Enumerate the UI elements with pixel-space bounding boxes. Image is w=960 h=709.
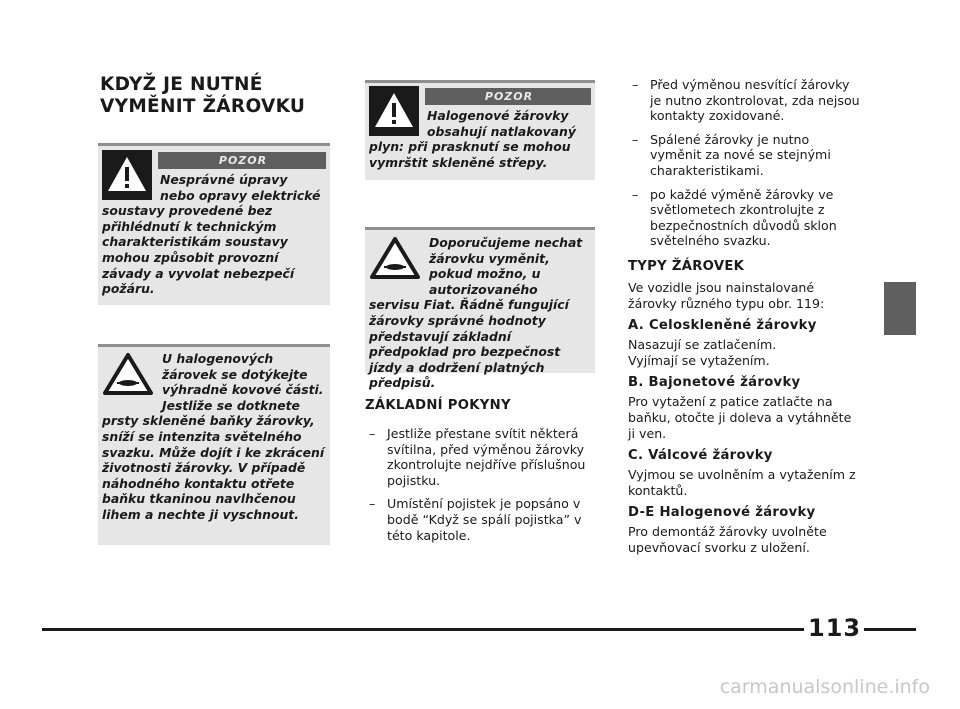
- watermark: carmanualsonline.info: [719, 676, 930, 698]
- warning-text: Halogenové žárovky obsahují natlakovaný plyn: při prasknutí se mohou vymrštit skleněné střepy.: [369, 108, 576, 170]
- page-title: KDYŽ JE NUTNÉ VYMĚNIT ŽÁROVKU: [100, 74, 306, 117]
- section-title: ZÁKLADNÍ POKYNY: [365, 398, 511, 413]
- section-title: TYPY ŽÁROVEK: [628, 258, 745, 274]
- lamp-triangle-icon: [369, 235, 421, 281]
- right-column: [628, 77, 860, 555]
- type-text: Pro vytažení z patice zatlačte na baňku, otočte ji doleva a vytáhněte ji ven.: [628, 394, 852, 441]
- warning-box-electrical: [98, 143, 330, 305]
- type-title: C. Válcové žárovky: [628, 448, 773, 464]
- footer-rule-right: [864, 628, 916, 631]
- footer-rule-left: [42, 628, 804, 631]
- type-title: B. Bajonetové žárovky: [628, 375, 801, 391]
- list-item: – Spálené žárovky je nutno vyměnit za nové se stejnými charakteristikami.: [628, 132, 860, 179]
- type-title: D-E Halogenové žárovky: [628, 505, 816, 521]
- list-item: – Jestliže přestane svítit některá svítilna, před výměnou žárovky zkontrolujte nejdříve příslušnou pojistku.: [365, 426, 587, 488]
- pozor-label: POZOR: [158, 152, 326, 169]
- type-text: Vyjmou se uvolněním a vytažením z kontaktů.: [628, 467, 856, 498]
- list-item: – Umístění pojistek je popsáno v bodě “Když se spálí pojistka” v této kapitole.: [365, 496, 587, 543]
- list-item: – Před výměnou nesvítící žárovky je nutno zkontrolovat, zda nejsou kontakty zoxidované.: [628, 77, 860, 124]
- type-title: A. Celoskleněné žárovky: [628, 318, 817, 334]
- warning-box-halogen: [365, 80, 595, 180]
- list-item: – po každé výměně žárovky ve světlometech zkontrolujte z bezpečnostních důvodů sklon světelného svazku.: [628, 187, 860, 249]
- note-box-halogen-handling: [98, 344, 330, 545]
- types-intro: Ve vozidle jsou nainstalované žárovky různého typu obr. 119:: [628, 279, 825, 311]
- page-number: 113: [808, 614, 862, 642]
- pozor-label: POZOR: [425, 88, 591, 105]
- chapter-tab: [884, 282, 916, 335]
- note-box-service: [365, 227, 595, 391]
- lamp-triangle-icon: [102, 351, 154, 397]
- type-text: Nasazují se zatlačením. Vyjímají se vytažením.: [628, 337, 777, 368]
- note-text: U halogenových žárovek se dotýkejte výhradně kovové části. Jestliže se dotknete prsty skleněné baňky žárovky, sníží se intenzita světelného svazku. Může dojít i ke zkrácení životnosti žárovky. V případě náhodného kontaktu otřete baňku tkaninou navlhčenou lihem a nechte ji vyschnout.: [102, 351, 325, 522]
- note-text: Doporučujeme nechat žárovku vyměnit, pokud možno, u autorizovaného servisu Fiat. Řádně fungující žárovky správné hodnoty představují základní předpoklad pro bezpečnost jízdy a dodržení platných předpisů.: [369, 235, 583, 391]
- warning-text: Nesprávné úpravy nebo opravy elektrické soustavy provedené bez přihlédnutí k technickým charakteristikám soustavy mohou způsobit provozní závady a vyvolat nebezpečí požáru.: [102, 172, 321, 297]
- basic-instructions: [365, 398, 587, 551]
- type-text: Pro demontáž žárovky uvolněte upevňovací svorku z uložení.: [628, 524, 827, 555]
- warning-triangle-icon: [369, 86, 419, 136]
- warning-triangle-icon: [102, 150, 152, 200]
